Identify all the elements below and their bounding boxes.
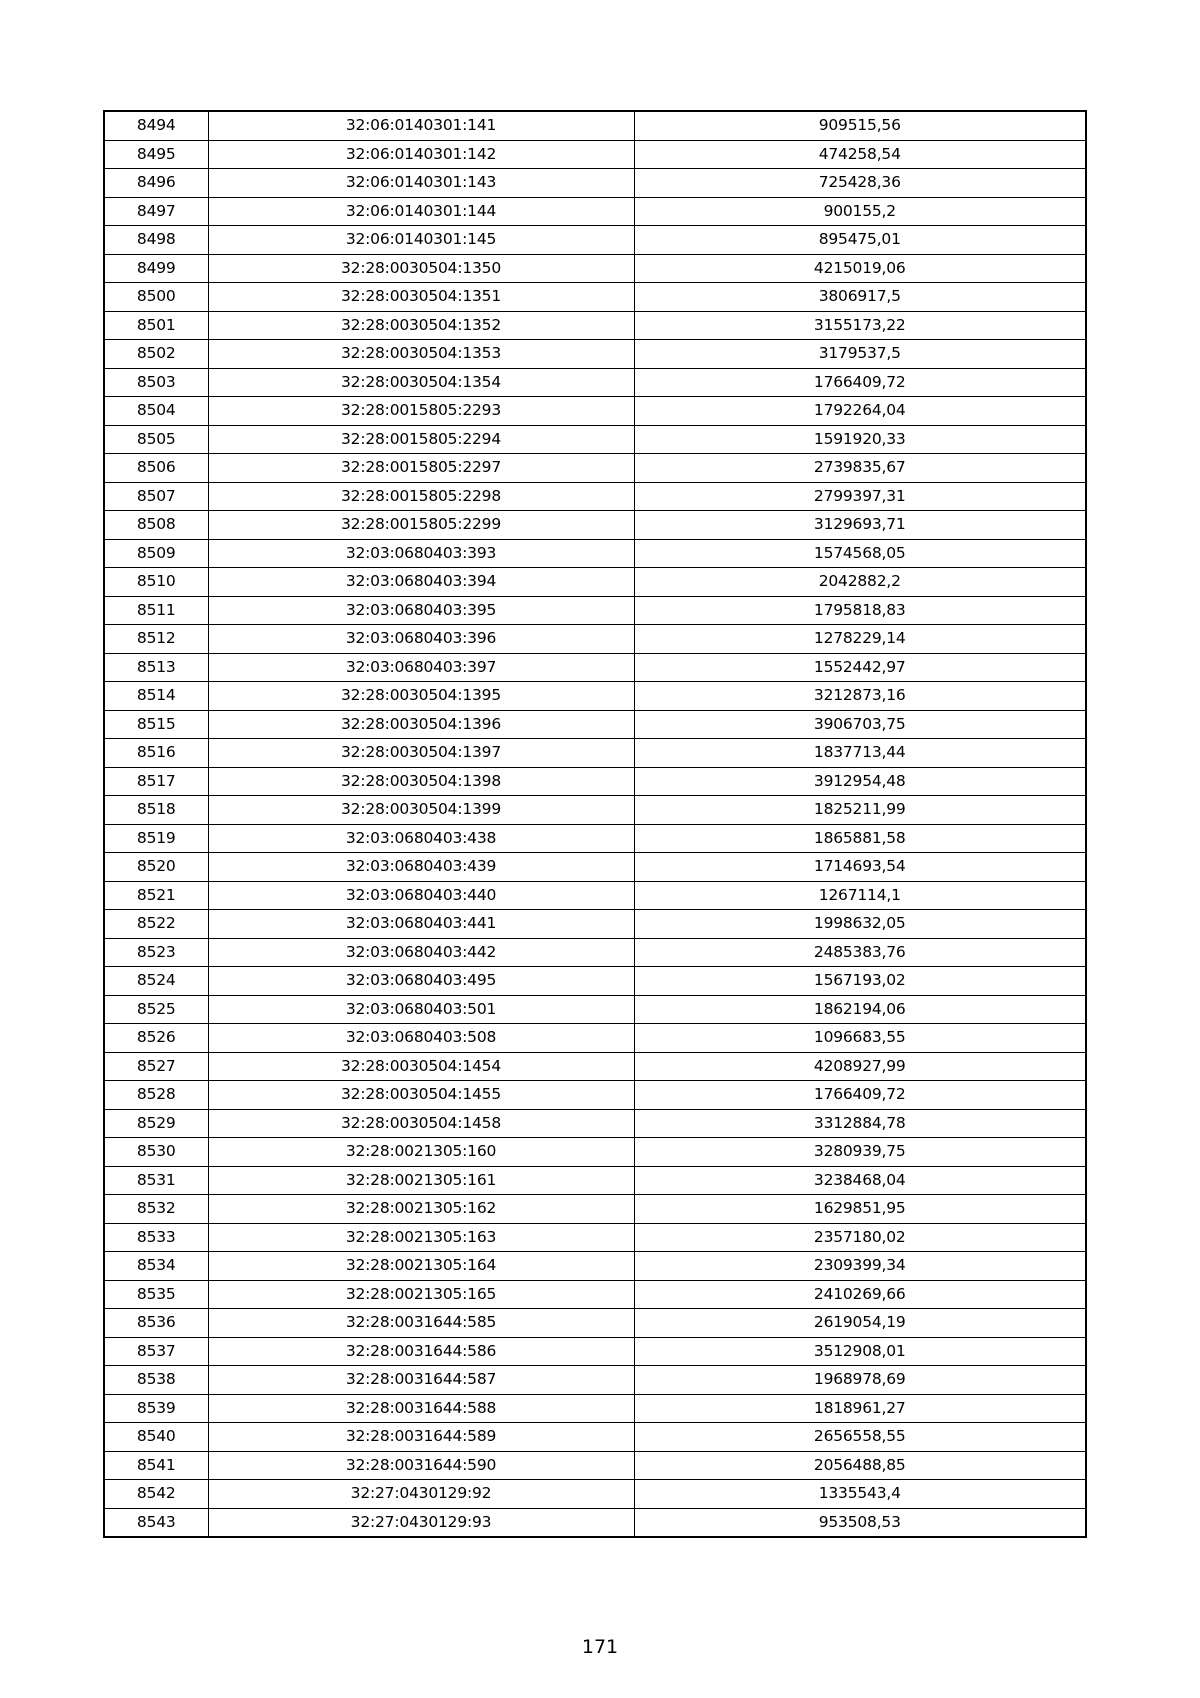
row-number-cell: 8505: [104, 425, 208, 454]
row-number-cell: 8533: [104, 1223, 208, 1252]
value-cell: 1335543,4: [634, 1480, 1086, 1509]
table-row: [104, 739, 1086, 768]
cadastral-number-cell: 32:28:0030504:1399: [208, 796, 634, 825]
table-row: [104, 824, 1086, 853]
row-number-cell: 8543: [104, 1508, 208, 1537]
value-cell: 2309399,34: [634, 1252, 1086, 1281]
table-row: [104, 625, 1086, 654]
value-cell: 1837713,44: [634, 739, 1086, 768]
value-cell: 1998632,05: [634, 910, 1086, 939]
table-row: [104, 1166, 1086, 1195]
value-cell: 3312884,78: [634, 1109, 1086, 1138]
cadastral-number-cell: 32:28:0030504:1398: [208, 767, 634, 796]
table-row: [104, 254, 1086, 283]
value-cell: 1792264,04: [634, 397, 1086, 426]
table-row: [104, 226, 1086, 255]
value-cell: 2056488,85: [634, 1451, 1086, 1480]
row-number-cell: 8504: [104, 397, 208, 426]
value-cell: 4215019,06: [634, 254, 1086, 283]
row-number-cell: 8501: [104, 311, 208, 340]
table-row: [104, 368, 1086, 397]
cadastral-number-cell: 32:28:0030504:1458: [208, 1109, 634, 1138]
cadastral-number-cell: 32:28:0015805:2299: [208, 511, 634, 540]
table-row: [104, 1309, 1086, 1338]
table-row: [104, 340, 1086, 369]
cadastral-number-cell: 32:28:0030504:1353: [208, 340, 634, 369]
cadastral-number-cell: 32:28:0021305:164: [208, 1252, 634, 1281]
value-cell: 3129693,71: [634, 511, 1086, 540]
row-number-cell: 8507: [104, 482, 208, 511]
table-row: [104, 1109, 1086, 1138]
row-number-cell: 8526: [104, 1024, 208, 1053]
value-cell: 1267114,1: [634, 881, 1086, 910]
row-number-cell: 8511: [104, 596, 208, 625]
value-cell: 3912954,48: [634, 767, 1086, 796]
row-number-cell: 8532: [104, 1195, 208, 1224]
cadastral-number-cell: 32:28:0031644:589: [208, 1423, 634, 1452]
value-cell: 1629851,95: [634, 1195, 1086, 1224]
cadastral-number-cell: 32:28:0021305:163: [208, 1223, 634, 1252]
table-row: [104, 454, 1086, 483]
cadastral-number-cell: 32:28:0030504:1455: [208, 1081, 634, 1110]
cadastral-number-cell: 32:28:0031644:588: [208, 1394, 634, 1423]
table-row: [104, 397, 1086, 426]
value-cell: 1865881,58: [634, 824, 1086, 853]
table-row: [104, 169, 1086, 198]
row-number-cell: 8534: [104, 1252, 208, 1281]
value-cell: 1766409,72: [634, 368, 1086, 397]
table-row: [104, 1052, 1086, 1081]
cadastral-number-cell: 32:03:0680403:495: [208, 967, 634, 996]
cadastral-number-cell: 32:28:0021305:161: [208, 1166, 634, 1195]
cadastral-number-cell: 32:03:0680403:439: [208, 853, 634, 882]
cadastral-number-cell: 32:28:0030504:1396: [208, 710, 634, 739]
table-row: [104, 653, 1086, 682]
row-number-cell: 8496: [104, 169, 208, 198]
cadastral-number-cell: 32:28:0030504:1397: [208, 739, 634, 768]
table-row: [104, 853, 1086, 882]
cadastral-number-cell: 32:27:0430129:92: [208, 1480, 634, 1509]
table-row: [104, 1223, 1086, 1252]
cadastral-number-cell: 32:28:0030504:1350: [208, 254, 634, 283]
value-cell: 953508,53: [634, 1508, 1086, 1537]
value-cell: 1714693,54: [634, 853, 1086, 882]
cadastral-number-cell: 32:28:0030504:1395: [208, 682, 634, 711]
row-number-cell: 8509: [104, 539, 208, 568]
table-row: [104, 938, 1086, 967]
value-cell: 2410269,66: [634, 1280, 1086, 1309]
table-row: [104, 1423, 1086, 1452]
table-row: [104, 1195, 1086, 1224]
cadastral-number-cell: 32:28:0031644:585: [208, 1309, 634, 1338]
row-number-cell: 8542: [104, 1480, 208, 1509]
row-number-cell: 8498: [104, 226, 208, 255]
table-row: [104, 967, 1086, 996]
table-row: [104, 682, 1086, 711]
value-cell: 2357180,02: [634, 1223, 1086, 1252]
row-number-cell: 8512: [104, 625, 208, 654]
row-number-cell: 8522: [104, 910, 208, 939]
cadastral-number-cell: 32:03:0680403:394: [208, 568, 634, 597]
row-number-cell: 8500: [104, 283, 208, 312]
row-number-cell: 8535: [104, 1280, 208, 1309]
table-row: [104, 1081, 1086, 1110]
row-number-cell: 8515: [104, 710, 208, 739]
value-cell: 1591920,33: [634, 425, 1086, 454]
value-cell: 900155,2: [634, 197, 1086, 226]
table-row: [104, 539, 1086, 568]
table-row: [104, 596, 1086, 625]
value-cell: 1278229,14: [634, 625, 1086, 654]
row-number-cell: 8517: [104, 767, 208, 796]
table-row: [104, 425, 1086, 454]
value-cell: 3155173,22: [634, 311, 1086, 340]
value-cell: 3212873,16: [634, 682, 1086, 711]
cadastral-number-cell: 32:28:0031644:586: [208, 1337, 634, 1366]
cadastral-number-cell: 32:28:0021305:160: [208, 1138, 634, 1167]
value-cell: 2042882,2: [634, 568, 1086, 597]
cadastral-number-cell: 32:03:0680403:393: [208, 539, 634, 568]
row-number-cell: 8530: [104, 1138, 208, 1167]
row-number-cell: 8510: [104, 568, 208, 597]
page-number: 171: [581, 1636, 619, 1658]
cadastral-number-cell: 32:03:0680403:501: [208, 995, 634, 1024]
table-row: [104, 511, 1086, 540]
cadastral-number-cell: 32:28:0031644:590: [208, 1451, 634, 1480]
value-cell: 3179537,5: [634, 340, 1086, 369]
cadastral-number-cell: 32:03:0680403:442: [208, 938, 634, 967]
row-number-cell: 8521: [104, 881, 208, 910]
table-row: [104, 1252, 1086, 1281]
table-row: [104, 910, 1086, 939]
row-number-cell: 8519: [104, 824, 208, 853]
cadastral-number-cell: 32:03:0680403:395: [208, 596, 634, 625]
cadastral-number-cell: 32:28:0031644:587: [208, 1366, 634, 1395]
value-cell: 3512908,01: [634, 1337, 1086, 1366]
table-body: [104, 111, 1086, 1537]
cadastral-number-cell: 32:28:0021305:165: [208, 1280, 634, 1309]
cadastral-number-cell: 32:28:0030504:1352: [208, 311, 634, 340]
row-number-cell: 8537: [104, 1337, 208, 1366]
value-cell: 1567193,02: [634, 967, 1086, 996]
cadastral-number-cell: 32:06:0140301:142: [208, 140, 634, 169]
table-row: [104, 881, 1086, 910]
cadastral-number-cell: 32:03:0680403:396: [208, 625, 634, 654]
cadastral-number-cell: 32:28:0030504:1354: [208, 368, 634, 397]
value-cell: 2799397,31: [634, 482, 1086, 511]
table-row: [104, 311, 1086, 340]
row-number-cell: 8525: [104, 995, 208, 1024]
cadastral-number-cell: 32:28:0015805:2293: [208, 397, 634, 426]
cadastral-number-cell: 32:28:0021305:162: [208, 1195, 634, 1224]
table-row: [104, 710, 1086, 739]
value-cell: 474258,54: [634, 140, 1086, 169]
value-cell: 3906703,75: [634, 710, 1086, 739]
cadastral-number-cell: 32:28:0030504:1454: [208, 1052, 634, 1081]
value-cell: 2619054,19: [634, 1309, 1086, 1338]
value-cell: 1096683,55: [634, 1024, 1086, 1053]
cadastral-number-cell: 32:03:0680403:441: [208, 910, 634, 939]
table-row: [104, 767, 1086, 796]
cadastral-number-cell: 32:06:0140301:141: [208, 111, 634, 140]
cadastral-number-cell: 32:03:0680403:438: [208, 824, 634, 853]
table-row: [104, 1508, 1086, 1537]
row-number-cell: 8541: [104, 1451, 208, 1480]
row-number-cell: 8518: [104, 796, 208, 825]
value-cell: 3238468,04: [634, 1166, 1086, 1195]
table-row: [104, 1394, 1086, 1423]
cadastral-number-cell: 32:28:0015805:2294: [208, 425, 634, 454]
table-row: [104, 111, 1086, 140]
table-row: [104, 1451, 1086, 1480]
cadastral-number-cell: 32:06:0140301:144: [208, 197, 634, 226]
row-number-cell: 8538: [104, 1366, 208, 1395]
value-cell: 1862194,06: [634, 995, 1086, 1024]
value-cell: 1818961,27: [634, 1394, 1086, 1423]
row-number-cell: 8495: [104, 140, 208, 169]
row-number-cell: 8520: [104, 853, 208, 882]
cadastral-number-cell: 32:03:0680403:508: [208, 1024, 634, 1053]
data-table: [103, 110, 1087, 1538]
value-cell: 2739835,67: [634, 454, 1086, 483]
value-cell: 4208927,99: [634, 1052, 1086, 1081]
table-row: [104, 1138, 1086, 1167]
table-row: [104, 1480, 1086, 1509]
row-number-cell: 8502: [104, 340, 208, 369]
value-cell: 1766409,72: [634, 1081, 1086, 1110]
cadastral-number-cell: 32:28:0015805:2298: [208, 482, 634, 511]
value-cell: 2656558,55: [634, 1423, 1086, 1452]
cadastral-number-cell: 32:03:0680403:397: [208, 653, 634, 682]
table-row: [104, 482, 1086, 511]
cadastral-number-cell: 32:03:0680403:440: [208, 881, 634, 910]
table-row: [104, 283, 1086, 312]
row-number-cell: 8508: [104, 511, 208, 540]
cadastral-number-cell: 32:06:0140301:143: [208, 169, 634, 198]
row-number-cell: 8513: [104, 653, 208, 682]
table-row: [104, 1337, 1086, 1366]
table-row: [104, 796, 1086, 825]
value-cell: 895475,01: [634, 226, 1086, 255]
row-number-cell: 8531: [104, 1166, 208, 1195]
value-cell: 3806917,5: [634, 283, 1086, 312]
value-cell: 725428,36: [634, 169, 1086, 198]
row-number-cell: 8494: [104, 111, 208, 140]
row-number-cell: 8539: [104, 1394, 208, 1423]
table-row: [104, 568, 1086, 597]
row-number-cell: 8524: [104, 967, 208, 996]
value-cell: 1825211,99: [634, 796, 1086, 825]
row-number-cell: 8503: [104, 368, 208, 397]
table-row: [104, 995, 1086, 1024]
row-number-cell: 8497: [104, 197, 208, 226]
value-cell: 909515,56: [634, 111, 1086, 140]
cadastral-number-cell: 32:27:0430129:93: [208, 1508, 634, 1537]
row-number-cell: 8540: [104, 1423, 208, 1452]
row-number-cell: 8523: [104, 938, 208, 967]
table-row: [104, 1024, 1086, 1053]
table-row: [104, 197, 1086, 226]
table-row: [104, 1366, 1086, 1395]
value-cell: 1552442,97: [634, 653, 1086, 682]
value-cell: 3280939,75: [634, 1138, 1086, 1167]
cadastral-number-cell: 32:06:0140301:145: [208, 226, 634, 255]
row-number-cell: 8527: [104, 1052, 208, 1081]
table-row: [104, 1280, 1086, 1309]
table-row: [104, 140, 1086, 169]
row-number-cell: 8536: [104, 1309, 208, 1338]
row-number-cell: 8499: [104, 254, 208, 283]
cadastral-number-cell: 32:28:0030504:1351: [208, 283, 634, 312]
row-number-cell: 8506: [104, 454, 208, 483]
value-cell: 1795818,83: [634, 596, 1086, 625]
row-number-cell: 8514: [104, 682, 208, 711]
value-cell: 2485383,76: [634, 938, 1086, 967]
row-number-cell: 8529: [104, 1109, 208, 1138]
cadastral-number-cell: 32:28:0015805:2297: [208, 454, 634, 483]
value-cell: 1574568,05: [634, 539, 1086, 568]
row-number-cell: 8516: [104, 739, 208, 768]
row-number-cell: 8528: [104, 1081, 208, 1110]
value-cell: 1968978,69: [634, 1366, 1086, 1395]
